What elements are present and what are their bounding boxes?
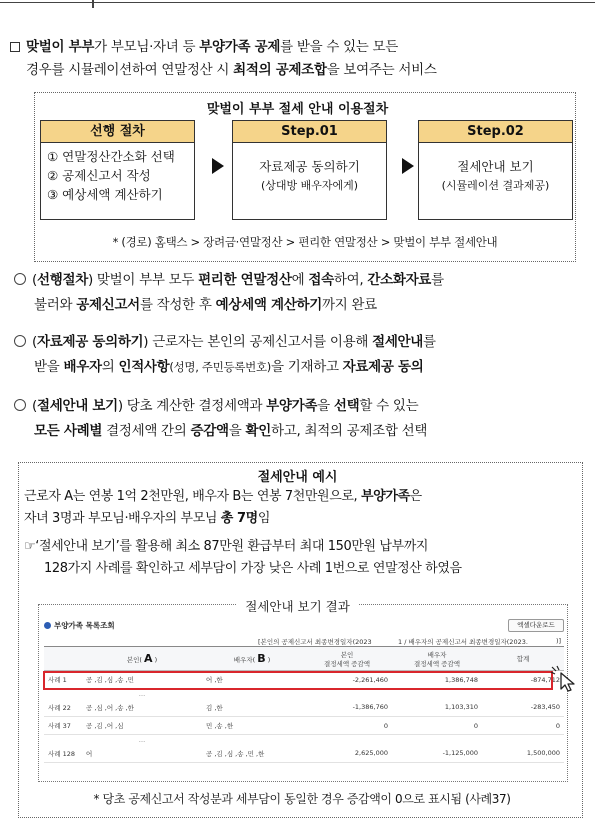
- intro-line-2: [10, 59, 588, 82]
- step-head: 선행 절차: [41, 121, 194, 143]
- cell-self-change: 2,625,000: [302, 745, 392, 763]
- top-rule: [0, 0, 595, 8]
- intro-text: 을 보여주는 서비스: [326, 62, 437, 78]
- item-text: (: [32, 334, 37, 350]
- item-text: 를 작성한 후: [139, 297, 216, 313]
- item-term: 선행절차: [36, 272, 88, 288]
- item-text: 의: [101, 359, 119, 375]
- header-text: ): [267, 656, 271, 664]
- step-01: [232, 120, 387, 220]
- item-text: ) 맞벌이 부부 모두: [87, 272, 199, 288]
- item-term: 인적사항: [118, 359, 170, 375]
- header-text: ): [154, 656, 158, 664]
- item-line-1: [14, 330, 588, 355]
- step-body: [41, 143, 194, 208]
- item-term: 접속: [308, 272, 334, 288]
- self-ref-date: [본인의 공제신고서 최종변경일자(2023: [258, 638, 372, 646]
- arrow-right-icon: [402, 158, 414, 174]
- result-title-text: 절세안내 보기 결과: [237, 599, 358, 614]
- item-prerequisite: [14, 268, 588, 318]
- item-term: 공제신고서: [76, 297, 140, 313]
- intro-text: 가 부모님·자녀 등: [94, 39, 200, 55]
- header-text: 결정세액 증감액: [323, 659, 371, 668]
- step-line: ② 공제신고서 작성: [47, 168, 151, 183]
- cell-self: 공 ,심 ,어 ,송 ,한: [82, 699, 202, 717]
- item-term: 편리한 연말정산: [198, 272, 292, 288]
- top-rule-line: [0, 2, 595, 3]
- intro-term-deduction: 부양가족 공제: [199, 39, 281, 55]
- item-term: 모든 사례별: [34, 423, 103, 439]
- example-line-3: ☞‘절세안내 보기’를 활용해 최소 87만원 환급부터 최대 150만원 납부까지: [24, 539, 429, 554]
- ellipsis-row: [44, 735, 564, 745]
- example-text: 자녀 3명과 부모님·배우자의 부모님: [24, 511, 221, 526]
- item-text: 에: [291, 272, 309, 288]
- intro-text: 를 받을 수 있는 모든: [280, 39, 399, 55]
- item-term: 간소화자료: [367, 272, 432, 288]
- item-line-1: [14, 268, 588, 293]
- case-table: [44, 646, 564, 763]
- item-line-2: [14, 293, 588, 318]
- item-line-2: [14, 419, 588, 444]
- item-text: 까지 완료: [321, 297, 377, 313]
- example-title-text: 절세안내 예시: [250, 470, 346, 485]
- item-text: (: [32, 398, 37, 414]
- cell-total: -283,450: [482, 699, 564, 717]
- header-text: 본인(: [126, 656, 142, 664]
- circle-bullet-icon: [14, 273, 26, 285]
- cell-self: 공 ,김 ,심 ,송 ,민: [86, 676, 134, 685]
- example-term: 부양가족: [361, 489, 410, 504]
- example-text: 근로자 A는 연봉 1억 2천만원, 배우자 B는 연봉 7천만원으로,: [24, 489, 361, 504]
- table-row[interactable]: [44, 745, 564, 763]
- cell-case: 사례 1: [48, 676, 67, 685]
- item-line-1: [14, 394, 588, 419]
- step-line: ③ 예상세액 계산하기: [47, 187, 163, 202]
- item-text: (: [32, 272, 37, 288]
- cell-self: 어: [82, 745, 202, 763]
- cell-total: 1,500,000: [482, 745, 564, 763]
- cell-case: 사례 37: [44, 717, 82, 735]
- header-text: 배우자(: [233, 656, 256, 664]
- cell-spouse: 김 ,한: [202, 699, 302, 717]
- item-text: 를: [431, 272, 444, 288]
- dependents-list-title-text: 부양가족 목록조회: [54, 621, 115, 630]
- procedure-title-text: 맞벌이 부부 절세 안내 이용절차: [199, 102, 396, 117]
- cell-total: 0: [482, 717, 564, 735]
- cell-spouse-change: 1,386,748: [444, 675, 478, 684]
- ellipsis: …: [138, 735, 146, 744]
- item-text: 을: [228, 423, 246, 439]
- result-title: [0, 597, 595, 615]
- item-text: 하고, 최적의 공제조합 선택: [270, 423, 428, 439]
- item-term: 절세안내: [372, 334, 424, 350]
- item-text: ) 근로자는 본인의 공제신고서를 이용해: [143, 334, 373, 350]
- cell-self-change: 0: [302, 717, 392, 735]
- item-text: 를: [423, 334, 436, 350]
- item-consent: [14, 330, 588, 380]
- item-view: [14, 394, 588, 444]
- example-text: 임: [257, 511, 271, 526]
- header-letter: B: [257, 652, 266, 665]
- intro-line-1: [10, 36, 588, 59]
- header-self: [82, 647, 202, 671]
- header-self-change: [302, 647, 392, 671]
- procedure-title: [0, 98, 595, 117]
- example-line-4: 128가지 사례를 확인하고 세부담이 가장 낮은 사례 1번으로 연말정산 하였음: [44, 561, 462, 576]
- header-text: 배우자: [427, 650, 447, 659]
- header-case: [44, 647, 82, 671]
- cell-spouse-change: 0: [392, 717, 482, 735]
- item-term: 부양가족: [266, 398, 318, 414]
- item-text: 결정세액 간의: [102, 423, 191, 439]
- example-term: 총 7명: [220, 511, 258, 526]
- square-bullet-icon: [10, 42, 20, 52]
- item-text: 을: [317, 398, 334, 414]
- cell-spouse: 민 ,송 ,한: [202, 717, 302, 735]
- cell-spouse: 공 ,김 ,심 ,송 ,민 ,한: [202, 745, 302, 763]
- arrow-right-icon: [212, 158, 224, 174]
- table-header-row: [44, 647, 564, 671]
- example-line-1: [24, 486, 584, 508]
- item-text: ) 당초 계산한 결정세액과: [117, 398, 267, 414]
- table-row[interactable]: [44, 717, 564, 735]
- item-term: 확인: [245, 423, 271, 439]
- header-total: 합계: [482, 647, 564, 671]
- intro-paragraph: [10, 36, 588, 82]
- step-line: (상대방 배우자에게): [260, 179, 359, 192]
- example-line-2: [24, 508, 584, 530]
- step-line: 절세안내 보기: [457, 159, 534, 174]
- step-body: [233, 143, 386, 199]
- cell-self: 공 ,김 ,어 ,심: [82, 717, 202, 735]
- ellipsis-row: [44, 689, 564, 699]
- cell-spouse: 어 ,한: [206, 676, 223, 685]
- step-prerequisite: [40, 120, 195, 220]
- item-term: 자료제공 동의: [342, 359, 424, 375]
- step-body: [419, 143, 572, 199]
- header-letter: A: [144, 652, 153, 665]
- procedure-route: * (경로) 홈택스 > 장려금·연말정산 > 편리한 연말정산 > 맞벌이 부부 절세안내: [112, 235, 498, 249]
- cell-self-change: -2,261,460: [352, 675, 388, 684]
- cell-case: 사례 128: [44, 745, 82, 763]
- item-term: 예상세액 계산하기: [215, 297, 322, 313]
- example-title: [0, 466, 595, 485]
- intro-text: 경우를 시뮬레이션하여 연말정산 시: [26, 62, 234, 78]
- step-02: [418, 120, 573, 220]
- cell-case: 사례 22: [44, 699, 82, 717]
- cell-spouse-change: -1,125,000: [392, 745, 482, 763]
- item-term: 절세안내 보기: [36, 398, 118, 414]
- item-text: 할 수 있는: [359, 398, 419, 414]
- header-text: 결정세액 증감액: [413, 659, 461, 668]
- item-text: 을 기재하고: [270, 359, 343, 375]
- item-text: 받을: [34, 359, 64, 375]
- pointer-cursor-icon: [549, 664, 579, 696]
- cell-self-change: -1,386,760: [302, 699, 392, 717]
- item-term: 자료제공 동의하기: [36, 334, 144, 350]
- excel-download-button[interactable]: 엑셀다운로드: [508, 619, 564, 632]
- table-row[interactable]: [44, 699, 564, 717]
- dependents-list-title: [44, 620, 115, 631]
- item-text: 하여,: [333, 272, 368, 288]
- circle-bullet-icon: [14, 335, 26, 347]
- ref-date-end: )]: [556, 637, 562, 645]
- cell-spouse-change: 1,103,310: [392, 699, 482, 717]
- highlight-box-case-1: [43, 671, 553, 690]
- header-text: 본인: [340, 650, 354, 659]
- item-term: 선택: [333, 398, 360, 414]
- header-spouse-change: [392, 647, 482, 671]
- bullet-dot-icon: [44, 622, 51, 629]
- step-line: ① 연말정산간소화 선택: [47, 149, 175, 164]
- footnote: * 당초 공제신고서 작성분과 세부담이 동일한 경우 증감액이 0으로 표시됨 (사례37): [93, 792, 511, 806]
- item-term: 증감액: [190, 423, 229, 439]
- step-line: 자료제공 동의하기: [259, 159, 360, 174]
- circle-bullet-icon: [14, 399, 26, 411]
- item-text: (성명, 주민등록번호): [169, 360, 271, 374]
- spouse-ref-date: 1 / 배우자의 공제신고서 최종변경일자(2023.: [398, 638, 528, 646]
- step-head: Step.02: [419, 121, 572, 143]
- ellipsis: …: [138, 689, 146, 698]
- intro-term-couple: 맞벌이 부부: [26, 39, 95, 55]
- item-term: 배우자: [63, 359, 102, 375]
- top-rule-tick: [92, 0, 94, 8]
- item-text: 불러와: [34, 297, 77, 313]
- example-text: 은: [409, 489, 422, 504]
- step-head: Step.01: [233, 121, 386, 143]
- cell-total: -874,712: [530, 675, 560, 684]
- header-spouse: [202, 647, 302, 671]
- item-line-2: [14, 355, 588, 380]
- step-line: (시뮬레이션 결과제공): [441, 179, 550, 192]
- intro-term-optimal: 최적의 공제조합: [233, 62, 327, 78]
